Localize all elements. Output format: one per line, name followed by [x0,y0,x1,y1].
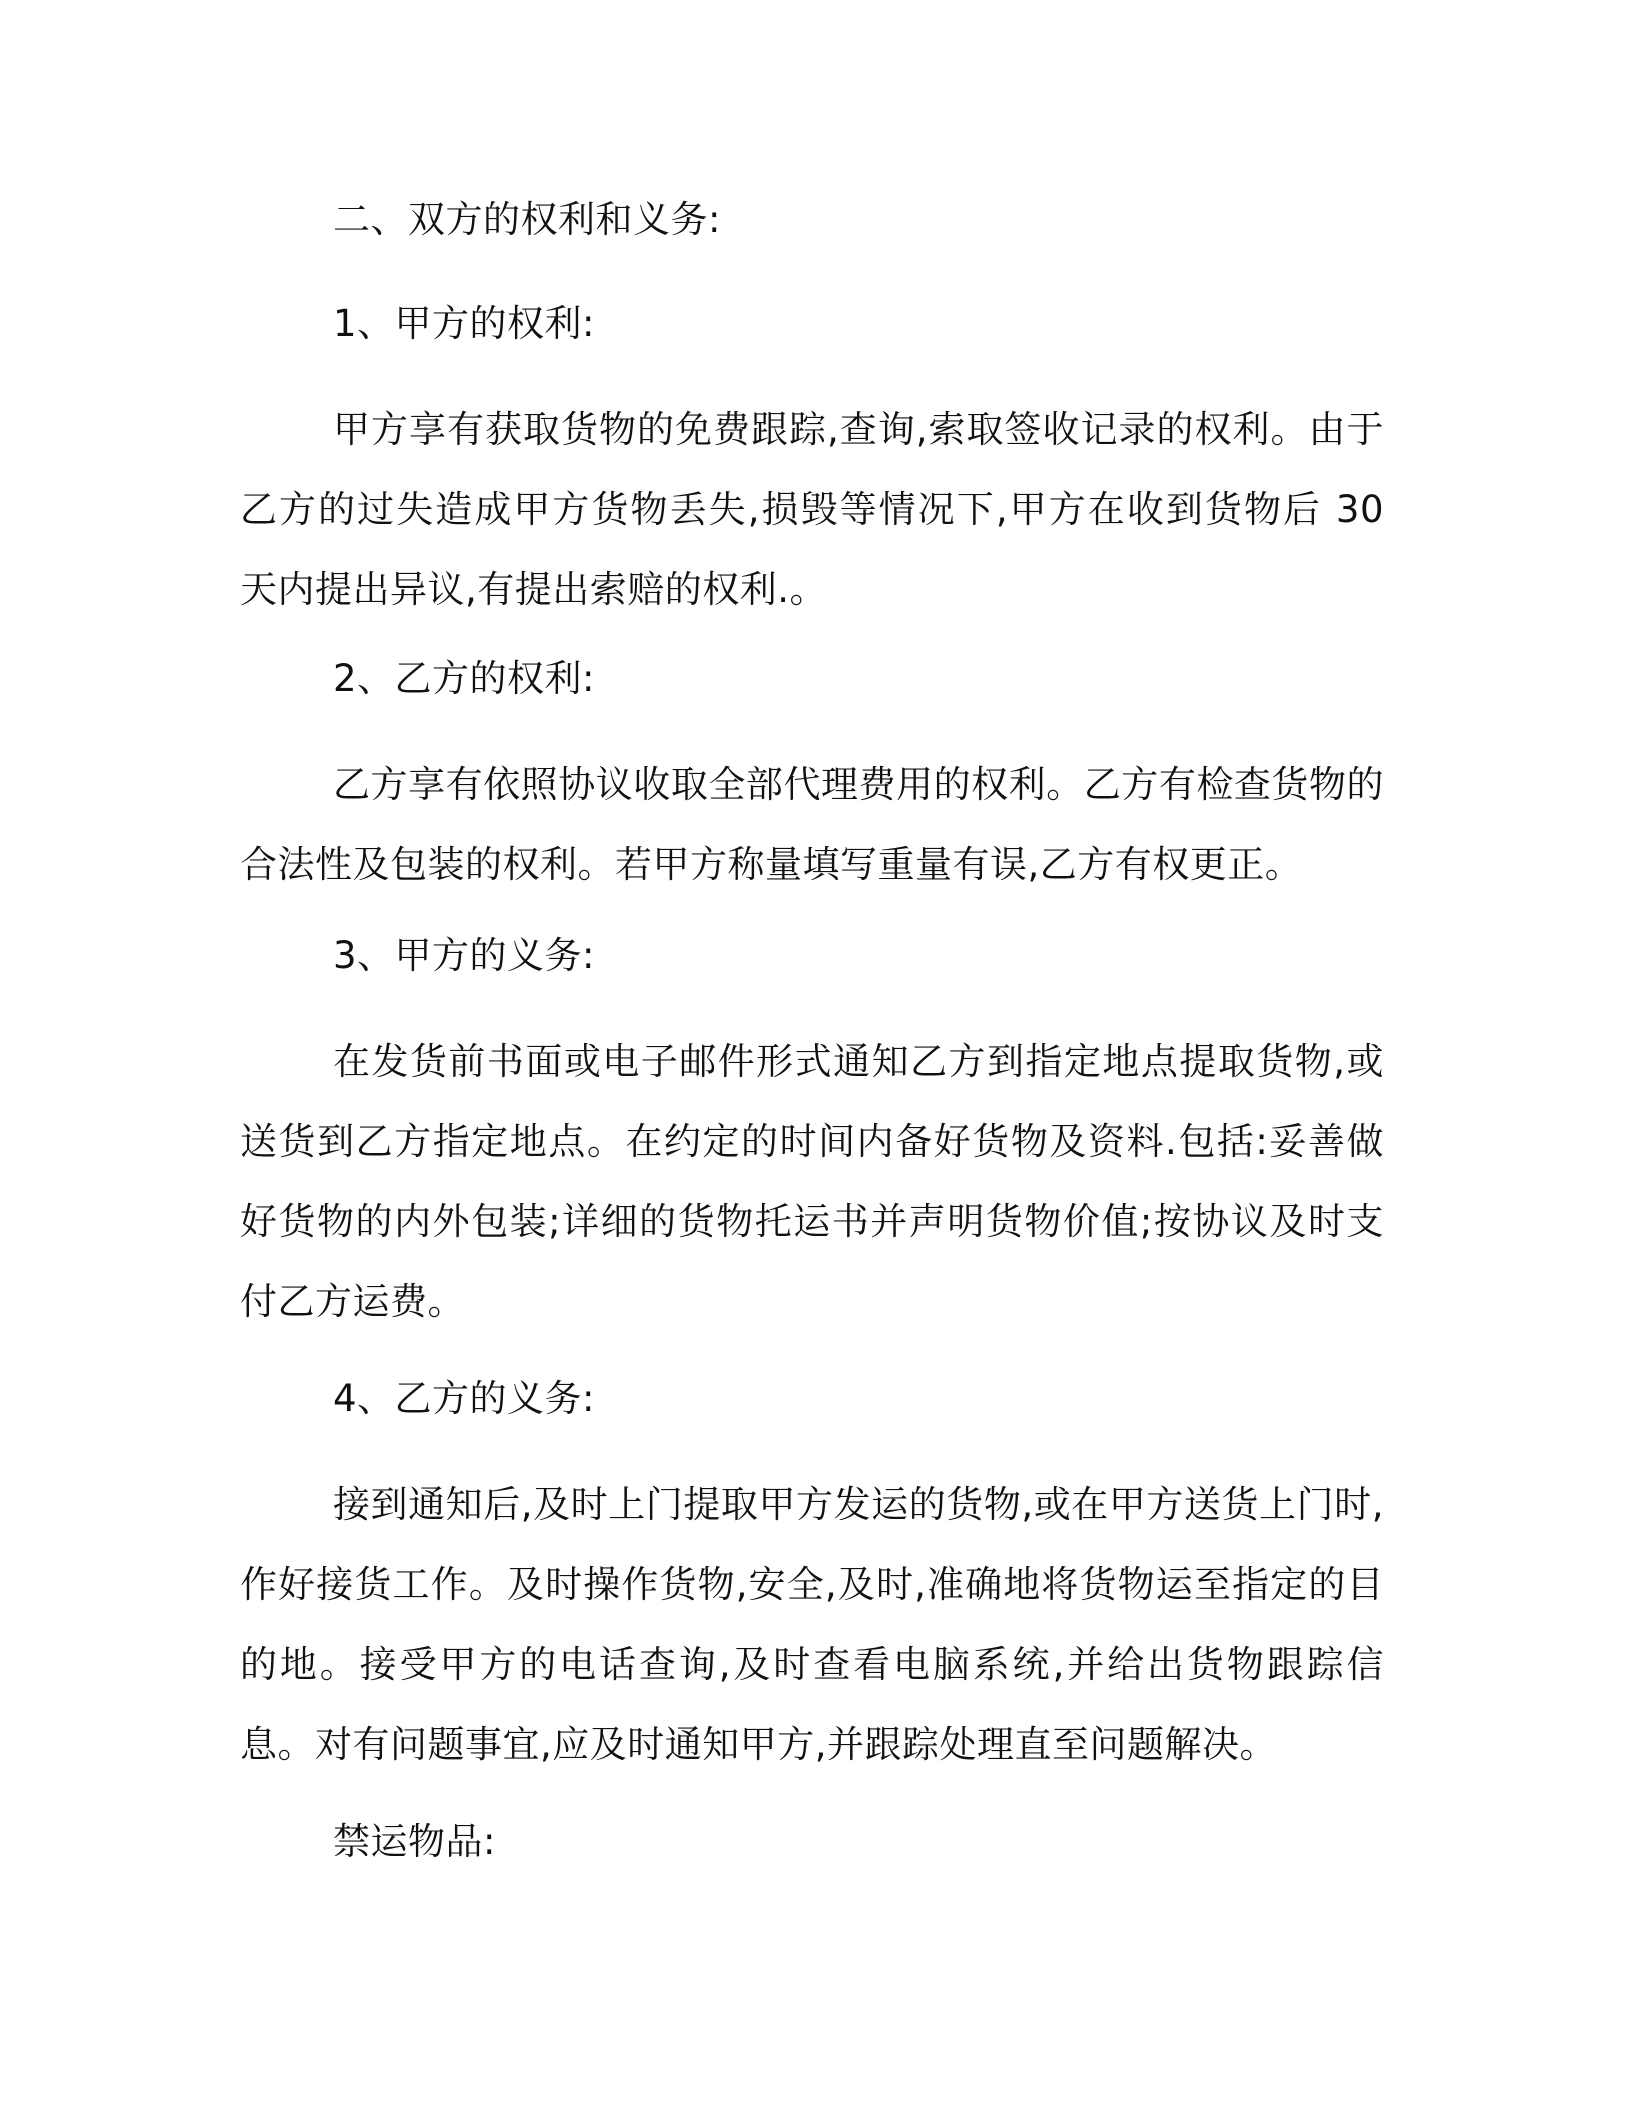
paragraph-party-a-obligations: 在发货前书面或电子邮件形式通知乙方到指定地点提取货物,或送货到乙方指定地点。在约定的时间内备好货物及资料.包括:妥善做好货物的内外包装;详细的货物托运书并声明货物价值;按协议及时支付乙方运费。 [240,1040,1384,1323]
paragraph-party-b-obligations: 接到通知后,及时上门提取甲方发运的货物,或在甲方送货上门时,作好接货工作。及时操作货物,安全,及时,准确地将货物运至指定的目的地。接受甲方的电话查询,及时查看电脑系统,并给出货物跟踪信息。对有问题事宜,应及时通知甲方,并跟踪处理直至问题解决。 [240,1483,1384,1766]
heading-party-b-rights: 2、乙方的权利: [333,657,596,700]
heading-prohibited-items: 禁运物品: [333,1820,496,1863]
heading-party-a-obligations: 3、甲方的义务: [333,934,596,977]
heading-party-a-rights: 1、甲方的权利: [333,302,596,345]
paragraph-party-a-rights: 甲方享有获取货物的免费跟踪,查询,索取签收记录的权利。由于乙方的过失造成甲方货物丢失,损毁等情况下,甲方在收到货物后 30 天内提出异议,有提出索赔的权利.。 [240,408,1384,611]
section-title: 二、双方的权利和义务: [333,198,721,241]
paragraph-party-b-rights: 乙方享有依照协议收取全部代理费用的权利。乙方有检查货物的合法性及包装的权利。若甲方称量填写重量有误,乙方有权更正。 [240,763,1384,886]
heading-party-b-obligations: 4、乙方的义务: [333,1377,596,1420]
